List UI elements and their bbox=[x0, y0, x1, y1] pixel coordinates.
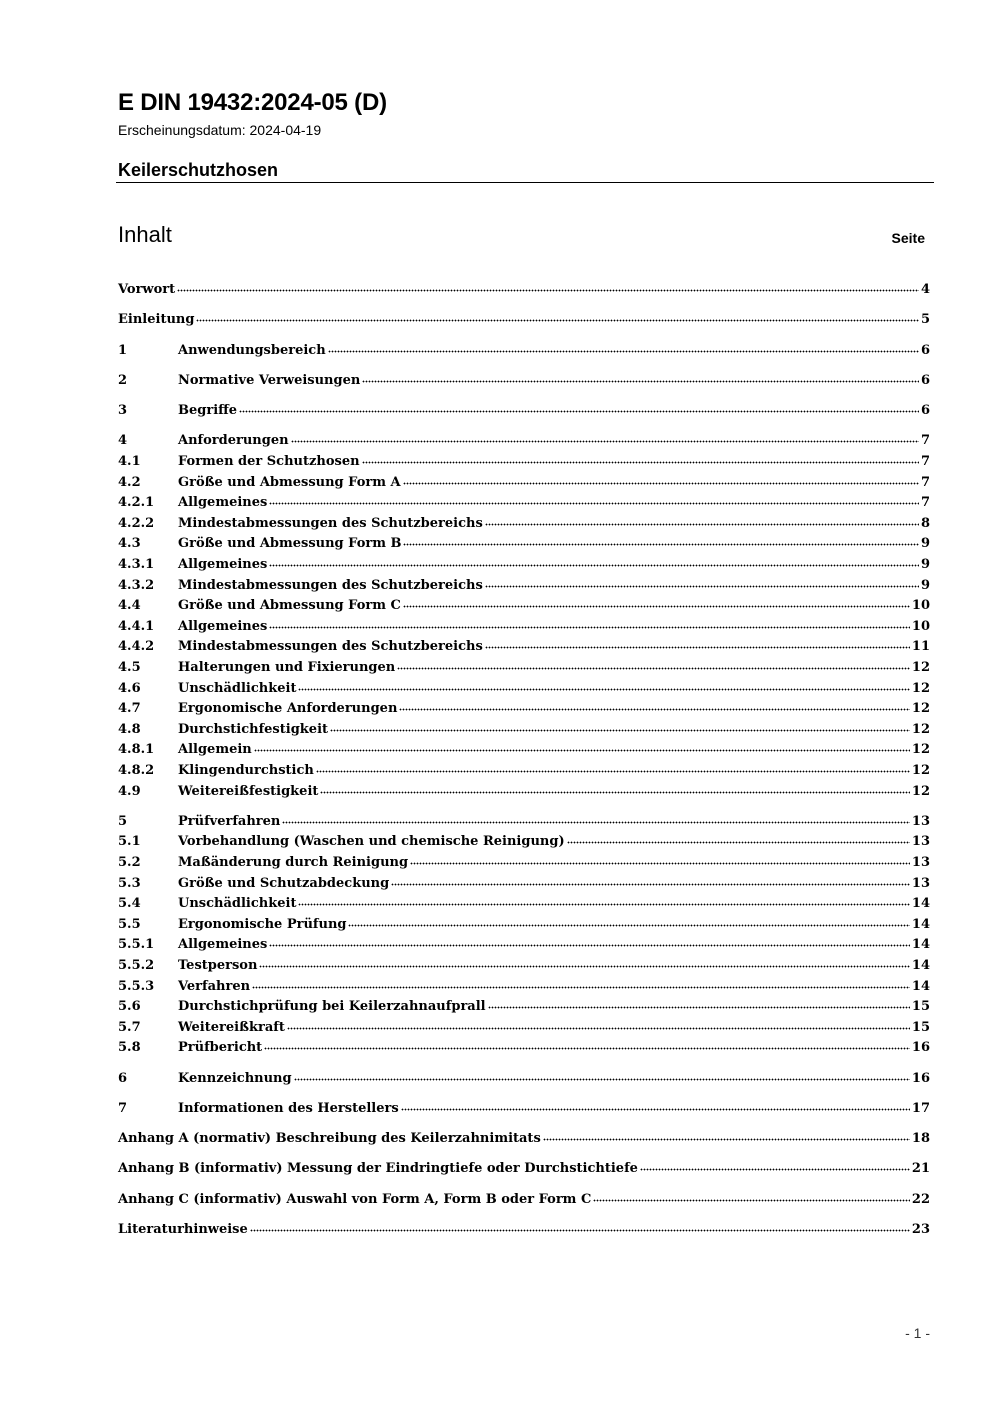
toc-entry-page: 12 bbox=[911, 701, 930, 717]
toc-entry-number: 4.8.1 bbox=[118, 742, 155, 758]
toc-entry-number: 5.5 bbox=[118, 916, 141, 932]
toc-entry-page: 14 bbox=[911, 916, 930, 932]
toc-entry-page: 9 bbox=[920, 556, 930, 572]
toc-entry-label: Anforderungen bbox=[178, 433, 289, 449]
toc-entry-page: 6 bbox=[920, 403, 930, 419]
toc-dot-leader bbox=[287, 1026, 910, 1031]
toc-entry[interactable] bbox=[118, 1220, 930, 1241]
toc-entry[interactable] bbox=[118, 740, 930, 761]
toc-entry-number: 4.5 bbox=[118, 659, 141, 675]
toc-entry-label: Anhang B (informativ) Messung der Eindringtiefe oder Durchstichtiefe bbox=[118, 1161, 638, 1177]
toc-entry-label: Maßänderung durch Reinigung bbox=[178, 854, 409, 870]
toc-entry-number: 4.1 bbox=[118, 454, 141, 469]
toc-dot-leader bbox=[401, 1107, 910, 1112]
toc-entry-number: 4.4.1 bbox=[118, 618, 155, 634]
toc-entry-number: 4.2 bbox=[118, 474, 141, 490]
toc-entry[interactable] bbox=[118, 894, 930, 915]
toc-entry[interactable] bbox=[118, 617, 930, 638]
toc-dot-leader bbox=[250, 1228, 910, 1233]
toc-entry-label: Größe und Abmessung Form B bbox=[178, 536, 402, 552]
toc-entry-label: Verfahren bbox=[178, 978, 251, 994]
toc-dot-leader bbox=[269, 943, 910, 948]
toc-entry[interactable] bbox=[118, 679, 930, 700]
toc-dot-leader bbox=[485, 584, 919, 589]
toc-entry[interactable] bbox=[118, 514, 930, 535]
toc-entry-label: Anhang C (informativ) Auswahl von Form A, Form B oder Form C bbox=[118, 1191, 592, 1207]
toc-entry-page: 14 bbox=[911, 957, 930, 973]
toc-entry-page: 7 bbox=[920, 454, 930, 469]
toc-dot-leader bbox=[567, 840, 910, 845]
toc-entry-label: Allgemeines bbox=[178, 556, 268, 572]
toc-entry-page: 10 bbox=[911, 598, 930, 614]
toc-entry-label: Weitereißfestigkeit bbox=[178, 783, 319, 799]
toc-entry-label: Durchstichprüfung bei Keilerzahnaufprall bbox=[178, 999, 486, 1015]
toc-entry-page: 13 bbox=[911, 875, 930, 891]
toc-entry-label: Informationen des Herstellers bbox=[178, 1100, 399, 1116]
toc-entry-label: Allgemeines bbox=[178, 618, 268, 634]
toc-entry[interactable] bbox=[118, 1099, 930, 1120]
toc-dot-leader bbox=[328, 349, 919, 354]
toc-entry-label: Mindestabmessungen des Schutzbereichs bbox=[178, 577, 483, 593]
toc-entry[interactable] bbox=[118, 853, 930, 874]
toc-entry-page: 7 bbox=[920, 495, 930, 511]
toc-entry-number: 5.5.2 bbox=[118, 957, 155, 973]
toc-entry-page: 6 bbox=[920, 372, 930, 388]
toc-entry[interactable] bbox=[118, 699, 930, 720]
toc-entry-number: 5.8 bbox=[118, 1040, 141, 1056]
toc-entry[interactable] bbox=[118, 401, 930, 422]
toc-entry-label: Ergonomische Anforderungen bbox=[178, 701, 398, 717]
toc-entry-label: Kennzeichnung bbox=[178, 1070, 292, 1086]
toc-entry-page: 14 bbox=[911, 937, 930, 953]
page-column-label: Seite bbox=[891, 230, 925, 246]
toc-entry[interactable] bbox=[118, 782, 930, 803]
toc-entry-page: 11 bbox=[911, 639, 930, 655]
toc-entry[interactable] bbox=[118, 452, 930, 473]
toc-entry-page: 16 bbox=[911, 1070, 930, 1086]
toc-entry-page: 13 bbox=[911, 854, 930, 870]
toc-entry[interactable] bbox=[118, 341, 930, 362]
toc-dot-leader bbox=[543, 1137, 910, 1142]
toc-dot-leader bbox=[298, 902, 909, 907]
toc-entry[interactable] bbox=[118, 658, 930, 679]
toc-entry-label: Mindestabmessungen des Schutzbereichs bbox=[178, 639, 483, 655]
toc-entry-label: Klingendurchstich bbox=[178, 762, 314, 778]
toc-entry-page: 16 bbox=[911, 1040, 930, 1056]
toc-entry-page: 7 bbox=[920, 474, 930, 490]
toc-entry[interactable] bbox=[118, 310, 930, 331]
toc-entry-number: 4.8.2 bbox=[118, 762, 155, 778]
toc-entry-page: 15 bbox=[911, 999, 930, 1015]
toc-dot-leader bbox=[640, 1167, 910, 1172]
toc-entry-label: Vorbehandlung (Waschen und chemische Reinigung) bbox=[178, 834, 565, 850]
toc-dot-leader bbox=[410, 861, 910, 866]
toc-entry-label: Einleitung bbox=[118, 312, 195, 328]
toc-entry-number: 4.2.1 bbox=[118, 495, 155, 511]
toc-dot-leader bbox=[254, 748, 910, 753]
toc-entry-page: 12 bbox=[911, 762, 930, 778]
toc-entry[interactable] bbox=[118, 576, 930, 597]
toc-entry-number: 5.2 bbox=[118, 854, 141, 870]
toc-entry[interactable] bbox=[118, 1190, 930, 1211]
toc-entry-label: Allgemein bbox=[178, 742, 252, 758]
toc-dot-leader bbox=[264, 1046, 910, 1051]
toc-entry[interactable] bbox=[118, 534, 930, 555]
toc-entry-page: 14 bbox=[911, 978, 930, 994]
toc-entry-number: 6 bbox=[118, 1070, 128, 1086]
toc-dot-leader bbox=[196, 318, 919, 323]
toc-dot-leader bbox=[316, 769, 910, 774]
toc-entry-label: Begriffe bbox=[178, 403, 238, 419]
toc-entry-page: 4 bbox=[920, 282, 930, 297]
page-number: - 1 - bbox=[905, 1325, 930, 1341]
toc-entry[interactable] bbox=[118, 1018, 930, 1039]
toc-entry[interactable] bbox=[118, 371, 930, 392]
toc-entry[interactable] bbox=[118, 1159, 930, 1180]
toc-dot-leader bbox=[320, 790, 910, 795]
toc-entry-label: Unschädlichkeit bbox=[178, 896, 297, 912]
toc-dot-leader bbox=[348, 923, 909, 928]
toc-entry-number: 4.8 bbox=[118, 721, 141, 737]
toc-dot-leader bbox=[362, 379, 919, 384]
toc-entry[interactable] bbox=[118, 1038, 930, 1059]
toc-entry-page: 15 bbox=[911, 1019, 930, 1035]
toc-dot-leader bbox=[403, 604, 910, 609]
toc-dot-leader bbox=[397, 666, 910, 671]
toc-entry-number: 5.6 bbox=[118, 999, 141, 1015]
toc-entry-number: 4.4 bbox=[118, 598, 141, 614]
toc-entry-page: 21 bbox=[911, 1161, 930, 1177]
toc-entry-number: 4.3.1 bbox=[118, 556, 155, 572]
toc-entry[interactable] bbox=[118, 977, 930, 998]
toc-dot-leader bbox=[391, 882, 910, 887]
toc-entry-number: 4.6 bbox=[118, 680, 141, 696]
toc-entry-label: Weitereißkraft bbox=[178, 1019, 285, 1035]
toc-entry[interactable] bbox=[118, 761, 930, 782]
toc-entry-page: 13 bbox=[911, 834, 930, 850]
toc-entry-number: 5.4 bbox=[118, 896, 141, 912]
toc-dot-leader bbox=[362, 460, 919, 465]
toc-entry[interactable] bbox=[118, 997, 930, 1018]
toc-entry-label: Formen der Schutzhosen bbox=[178, 454, 360, 469]
toc-entry-label: Unschädlichkeit bbox=[178, 680, 297, 696]
toc-dot-leader bbox=[294, 1077, 910, 1082]
toc-entry-label: Prüfbericht bbox=[178, 1040, 263, 1056]
toc-entry[interactable] bbox=[118, 874, 930, 895]
toc-dot-leader bbox=[269, 625, 910, 630]
toc-entry[interactable] bbox=[118, 935, 930, 956]
document-id: E DIN 19432:2024-05 (D) bbox=[118, 89, 387, 116]
toc-entry-label: Testperson bbox=[178, 957, 258, 973]
toc-entry-label: Vorwort bbox=[118, 282, 176, 297]
toc-entry-label: Allgemeines bbox=[178, 937, 268, 953]
toc-entry-number: 4.3.2 bbox=[118, 577, 155, 593]
toc-entry[interactable] bbox=[118, 280, 930, 301]
toc-entry-label: Allgemeines bbox=[178, 495, 268, 511]
toc-entry-number: 4 bbox=[118, 433, 128, 449]
toc-entry-number: 5.5.3 bbox=[118, 978, 155, 994]
toc-entry[interactable] bbox=[118, 555, 930, 576]
toc-dot-leader bbox=[269, 501, 919, 506]
toc-entry-number: 2 bbox=[118, 372, 128, 388]
toc-entry-page: 23 bbox=[911, 1222, 930, 1237]
toc-entry-page: 12 bbox=[911, 721, 930, 737]
toc-entry-label: Größe und Schutzabdeckung bbox=[178, 875, 390, 891]
toc-dot-leader bbox=[177, 288, 919, 293]
toc-entry-page: 9 bbox=[920, 577, 930, 593]
toc-entry-label: Mindestabmessungen des Schutzbereichs bbox=[178, 515, 483, 531]
toc-entry-number: 5.3 bbox=[118, 875, 141, 891]
toc-entry-label: Anwendungsbereich bbox=[178, 342, 326, 358]
toc-entry-number: 5.7 bbox=[118, 1019, 141, 1035]
toc-heading: Inhalt bbox=[118, 222, 172, 247]
toc-entry-page: 14 bbox=[911, 896, 930, 912]
toc-entry-number: 7 bbox=[118, 1100, 128, 1116]
document-title: Keilerschutzhosen bbox=[118, 160, 279, 180]
toc-dot-leader bbox=[291, 439, 919, 444]
toc-entry-label: Größe und Abmessung Form A bbox=[178, 474, 401, 490]
publication-date: Erscheinungsdatum: 2024-04-19 bbox=[118, 122, 322, 138]
toc-entry-label: Normative Verweisungen bbox=[178, 372, 361, 388]
toc-entry-number: 3 bbox=[118, 403, 128, 419]
toc-entry[interactable] bbox=[118, 473, 930, 494]
toc-entry-page: 8 bbox=[920, 515, 930, 531]
toc-entry-page: 9 bbox=[920, 536, 930, 552]
table-of-contents bbox=[118, 280, 930, 1241]
toc-entry-label: Durchstichfestigkeit bbox=[178, 721, 329, 737]
toc-dot-leader bbox=[403, 481, 919, 486]
toc-dot-leader bbox=[399, 707, 910, 712]
toc-entry-label: Größe und Abmessung Form C bbox=[178, 598, 401, 614]
toc-entry[interactable] bbox=[118, 493, 930, 514]
toc-entry-number: 5.1 bbox=[118, 834, 141, 850]
toc-entry-page: 12 bbox=[911, 783, 930, 799]
toc-entry[interactable] bbox=[118, 1129, 930, 1150]
toc-entry-number: 4.3 bbox=[118, 536, 141, 552]
toc-dot-leader bbox=[593, 1198, 910, 1203]
toc-entry-page: 12 bbox=[911, 659, 930, 675]
toc-entry-label: Literaturhinweise bbox=[118, 1222, 248, 1237]
toc-entry-number: 5 bbox=[118, 813, 128, 829]
toc-entry-label: Ergonomische Prüfung bbox=[178, 916, 347, 932]
toc-entry-page: 13 bbox=[911, 813, 930, 829]
toc-entry[interactable] bbox=[118, 956, 930, 977]
toc-entry[interactable] bbox=[118, 596, 930, 617]
toc-entry-page: 6 bbox=[920, 342, 930, 358]
toc-dot-leader bbox=[298, 687, 909, 692]
toc-entry-number: 4.2.2 bbox=[118, 515, 155, 531]
toc-entry-page: 10 bbox=[911, 618, 930, 634]
toc-entry[interactable] bbox=[118, 915, 930, 936]
toc-entry-number: 4.4.2 bbox=[118, 639, 155, 655]
toc-dot-leader bbox=[485, 522, 919, 527]
toc-dot-leader bbox=[282, 820, 910, 825]
toc-entry[interactable] bbox=[118, 637, 930, 658]
toc-entry[interactable] bbox=[118, 720, 930, 741]
toc-entry-number: 4.7 bbox=[118, 701, 141, 717]
toc-entry-page: 12 bbox=[911, 680, 930, 696]
toc-entry[interactable] bbox=[118, 431, 930, 452]
toc-dot-leader bbox=[403, 542, 918, 547]
toc-entry[interactable] bbox=[118, 812, 930, 833]
toc-entry-page: 17 bbox=[911, 1100, 930, 1116]
toc-dot-leader bbox=[485, 645, 910, 650]
toc-entry[interactable] bbox=[118, 832, 930, 853]
toc-entry-number: 4.9 bbox=[118, 783, 141, 799]
toc-entry-label: Halterungen und Fixierungen bbox=[178, 659, 396, 675]
toc-entry[interactable] bbox=[118, 1069, 930, 1090]
toc-dot-leader bbox=[252, 985, 910, 990]
title-rule bbox=[116, 182, 934, 183]
toc-entry-number: 5.5.1 bbox=[118, 937, 155, 953]
toc-entry-page: 18 bbox=[911, 1131, 930, 1147]
toc-dot-leader bbox=[259, 964, 909, 969]
toc-dot-leader bbox=[239, 409, 919, 414]
toc-dot-leader bbox=[330, 728, 910, 733]
toc-entry-page: 22 bbox=[911, 1191, 930, 1207]
toc-entry-page: 7 bbox=[920, 433, 930, 449]
toc-entry-label: Prüfverfahren bbox=[178, 813, 281, 829]
toc-entry-label: Anhang A (normativ) Beschreibung des Keilerzahnimitats bbox=[118, 1131, 541, 1147]
toc-entry-page: 5 bbox=[920, 312, 930, 328]
toc-dot-leader bbox=[488, 1005, 910, 1010]
toc-entry-number: 1 bbox=[118, 342, 128, 358]
toc-entry-page: 12 bbox=[911, 742, 930, 758]
toc-dot-leader bbox=[269, 563, 919, 568]
